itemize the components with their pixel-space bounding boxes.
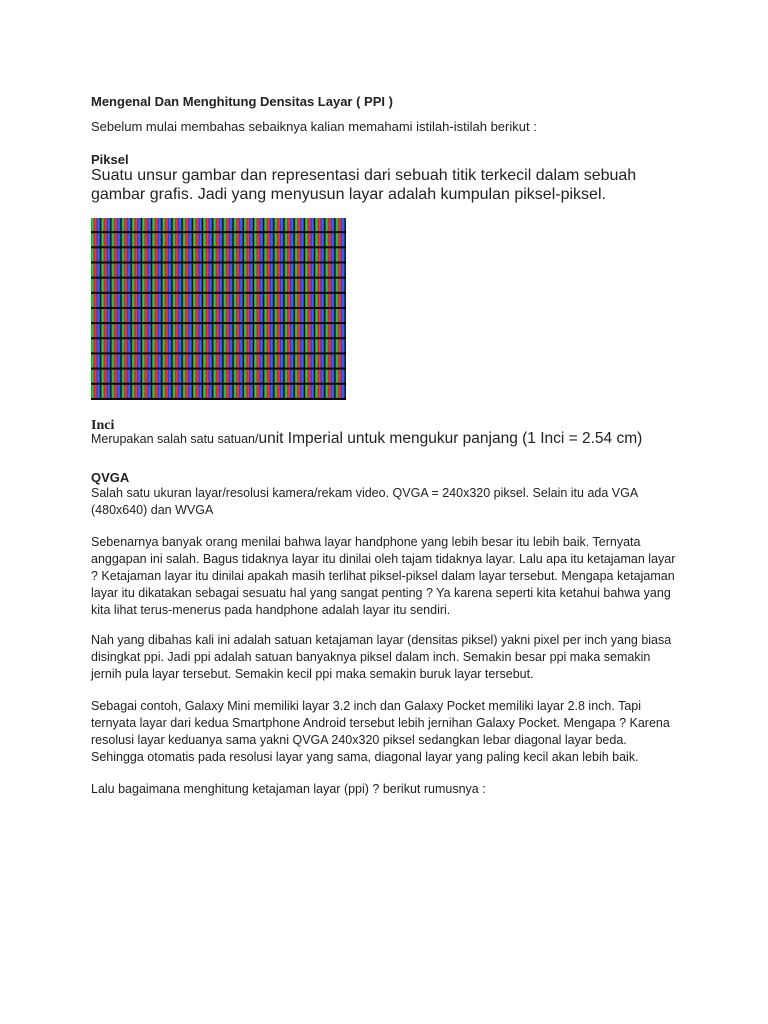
paragraph-ketajaman: Sebenarnya banyak orang menilai bahwa layar handphone yang lebih besar itu lebih baik. Ternyata anggapan ini salah. Bagus tidaknya layar itu dinilai oleh tajam tidaknya layar. Lalu apa itu ketajaman layar ? Ketajaman layar itu dinilai apakah masih terlihat piksel-piksel dalam layar tersebut. Mengapa ketajaman layar itu dikatakan sebagai sesuatu hal yang sangat penting ? Ya karena seperti kita ketahui bahwa yang kita lihat terus-menerus pada handphone adalah layar itu sendiri. (91, 535, 676, 617)
inci-definition-part1: Merupakan salah satu satuan/ (91, 432, 259, 446)
paragraph-rumus: Lalu bagaimana menghitung ketajaman layar (ppi) ? berikut rumusnya : (91, 782, 486, 796)
heading-inci: Inci (91, 418, 115, 433)
heading-piksel: Piksel (91, 152, 129, 167)
paragraph-ppi: Nah yang dibahas kali ini adalah satuan ketajaman layar (densitas piksel) yakni pixel per inch yang biasa disingkat ppi. Jadi ppi adalah satuan banyaknya piksel dalam inch. Semakin besar ppi maka semakin jernih pula layar tersebut. Semakin kecil ppi maka semakin buruk layar tersebut. (91, 633, 672, 681)
intro-text: Sebelum mulai membahas sebaiknya kalian memahami istilah-istilah berikut : (91, 119, 537, 134)
inci-definition-part2: unit Imperial untuk mengukur panjang (1 Inci = 2.54 cm) (258, 430, 643, 447)
rgb-subpixel-image (91, 218, 346, 400)
document-title: Mengenal Dan Menghitung Densitas Layar ( PPI ) (91, 94, 393, 109)
inci-definition (91, 430, 642, 448)
heading-qvga: QVGA (91, 470, 130, 485)
paragraph-contoh: Sebagai contoh, Galaxy Mini memiliki layar 3.2 inch dan Galaxy Pocket memiliki layar 2.8 inch. Tapi ternyata layar dari kedua Smartphone Android tersebut lebih jernihan Galaxy Pocket. Mengapa ? Karena resolusi layar keduanya sama yakni QVGA 240x320 piksel sedangkan lebar diagonal layar beda. Sehingga otomatis pada resolusi layar yang sama, diagonal layar yang paling kecil akan lebih baik. (91, 699, 670, 764)
qvga-definition: Salah satu ukuran layar/resolusi kamera/rekam video. QVGA = 240x320 piksel. Selain itu ada VGA (480x640) dan WVGA (91, 486, 638, 517)
piksel-definition: Suatu unsur gambar dan representasi dari sebuah titik terkecil dalam sebuah gambar grafis. Jadi yang menyusun layar adalah kumpulan piksel-piksel. (91, 167, 637, 203)
